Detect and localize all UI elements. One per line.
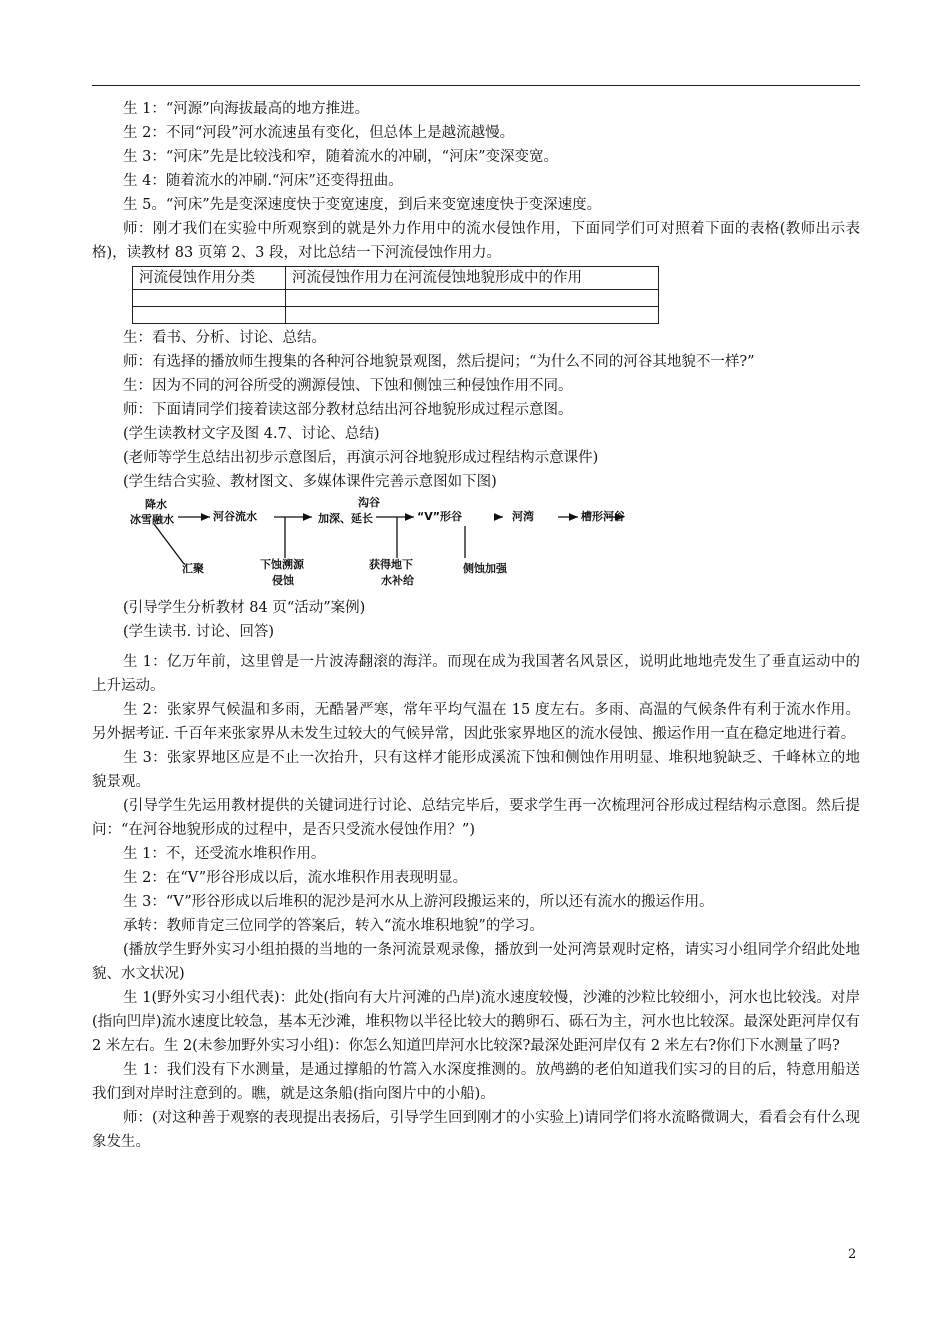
student-answer-5: 生 5。“河床”先是变深速度快于变宽速度，到后来变宽速度快于变深速度。 (123, 197, 602, 213)
table-header-effect: 河流侵蚀作用力在河流侵蚀地貌形成中的作用 (286, 267, 659, 290)
node-erosion: 侵蚀 (272, 574, 294, 587)
node-gully: 沟谷 (358, 496, 380, 509)
paragraph: 生 3：张家界地区应是不止一次抬升，只有这样才能形成溪流下蚀和侧蚀作用明显、堆积地貌缺乏、千峰林立的地貌景观。 (92, 750, 860, 790)
student-answer-3: 生 3：“河床”先是比较浅和窄，随着流水的冲刷，“河床”变深变宽。 (123, 149, 558, 165)
node-groundwater-2: 水补给 (381, 574, 414, 587)
paragraph: 生 1(野外实习小组代表)：此处(指向有大片河滩的凸岸)流水速度较慢，沙滩的沙粒比较细小，河水也比较浅。对岸(指向凹岸)流水速度比较急，基本无沙滩，堆积物以半径比较大的鹅卵石、砾石为主，河水也比较深。最深处距河岸仅有 2 米左右。生 2(未参加野外实习小组)：你怎么知道凹岸河水比较深?最深处距河岸仅有 2 米左右?你们下水测量了吗? (92, 990, 860, 1054)
node-converge: 汇聚 (182, 562, 204, 575)
paragraph: 生 1：我们没有下水测量，是通过撑船的竹篙入水深度推测的。放鸬鹚的老伯知道我们实习的目的后，特意用船送我们到对岸时注意到的。瞧，就是这条船(指向图片中的小船)。 (92, 1062, 860, 1102)
student-answer-2: 生 2：不同“河段”河水流速虽有变化，但总体上是越流越慢。 (123, 125, 515, 141)
paragraph: (播放学生野外实习小组拍摄的当地的一条河流景观录像，播放到一处河湾景观时定格，请实习小组同学介绍此处地貌、水文状况) (92, 942, 860, 982)
paragraph: 生：看书、分析、讨论、总结。 (123, 330, 326, 346)
node-downcut-headward: 下蚀溯源 (260, 558, 304, 571)
node-lateral-erosion: 侧蚀加强 (463, 562, 507, 575)
paragraph: 生 2：在“V”形谷形成以后，流水堆积作用表现明显。 (123, 870, 468, 886)
node-groundwater-1: 获得地下 (369, 558, 413, 571)
paragraph: (学生读教材文字及图 4.7、讨论、总结) (123, 426, 380, 442)
node-wide-valley: 槽形河谷 (581, 510, 625, 523)
paragraph: 承转：教师肯定三位同学的答案后，转入“流水堆积地貌”的学习。 (123, 918, 544, 934)
student-answer-4: 生 4：随着流水的冲刷.“河床”还变得扭曲。 (123, 173, 403, 189)
paragraph: (引导学生先运用教材提供的关键词进行讨论、总结完毕后，要求学生再一次梳理河谷形成过程结构示意图。然后提问：“在河谷地貌形成的过程中，是否只受流水侵蚀作用？”) (92, 798, 860, 838)
table-row (133, 290, 659, 307)
paragraph: 生：因为不同的河谷所受的溯源侵蚀、下蚀和侧蚀三种侵蚀作用不同。 (123, 378, 573, 394)
node-river-bend: 河湾 (512, 510, 534, 523)
paragraph: 生 2：张家界气候温和多雨，无酷暑严寒，常年平均气温在 15 度左右。多雨、高温的气候条件有利于流水作用。另外据考证. 千百年来张家界从未发生过较大的气候异常，因此张家界地区的流水侵蚀、搬运作用一直在稳定地进行着。 (92, 702, 860, 742)
paragraph: (学生结合实验、教材图文、多媒体课件完善示意图如下图) (123, 474, 497, 490)
diagram-connectors (92, 496, 860, 596)
student-answer-1: 生 1：“河源”向海拔最高的地方推进。 (123, 101, 370, 117)
valley-formation-diagram (92, 496, 860, 596)
table-header-category: 河流侵蚀作用分类 (133, 267, 286, 290)
paragraph: 生 3：“V”形谷形成以后堆积的泥沙是河水从上游河段搬运来的，所以还有流水的搬运作用。 (123, 894, 714, 910)
paragraph: 师：下面请同学们接着读这部分教材总结出河谷地貌形成过程示意图。 (123, 402, 573, 418)
paragraph: 生 1：亿万年前，这里曾是一片波涛翻滚的海洋。而现在成为我国著名风景区，说明此地地壳发生了垂直运动中的上升运动。 (92, 654, 860, 694)
node-snowmelt: 冰雪融水 (130, 513, 174, 526)
document-body (92, 97, 860, 1154)
node-deepen-extend: 加深、延长 (318, 512, 373, 525)
node-precipitation: 降水 (145, 498, 167, 511)
paragraph: (老师等学生总结出初步示意图后，再演示河谷地貌形成过程结构示意课件) (123, 450, 599, 466)
paragraph: (引导学生分析教材 84 页“活动”案例) (123, 600, 366, 616)
node-valley-water: 河谷流水 (213, 510, 257, 523)
teacher-paragraph: 师：刚才我们在实验中所观察到的就是外力作用中的流水侵蚀作用，下面同学们可对照着下面的表格(教师出示表格)，读教材 83 页第 2、3 段，对比总结一下河流侵蚀作用力。 (92, 221, 860, 261)
paragraph: 师：(对这种善于观察的表现提出表扬后，引导学生回到刚才的小实验上)请同学们将水流略微调大，看看会有什么现象发生。 (92, 1110, 860, 1150)
table-row (133, 307, 659, 324)
erosion-table (132, 266, 659, 324)
node-v-valley: “V”形谷 (417, 510, 462, 523)
header-rule (92, 85, 860, 86)
paragraph: 生 1：不，还受流水堆积作用。 (123, 846, 326, 862)
page-number: 2 (848, 1247, 857, 1262)
paragraph: 师：有选择的播放师生搜集的各种河谷地貌景观图，然后提问；“为什么不同的河谷其地貌不一样?” (123, 354, 755, 370)
paragraph: (学生读书. 讨论、回答) (123, 624, 275, 640)
